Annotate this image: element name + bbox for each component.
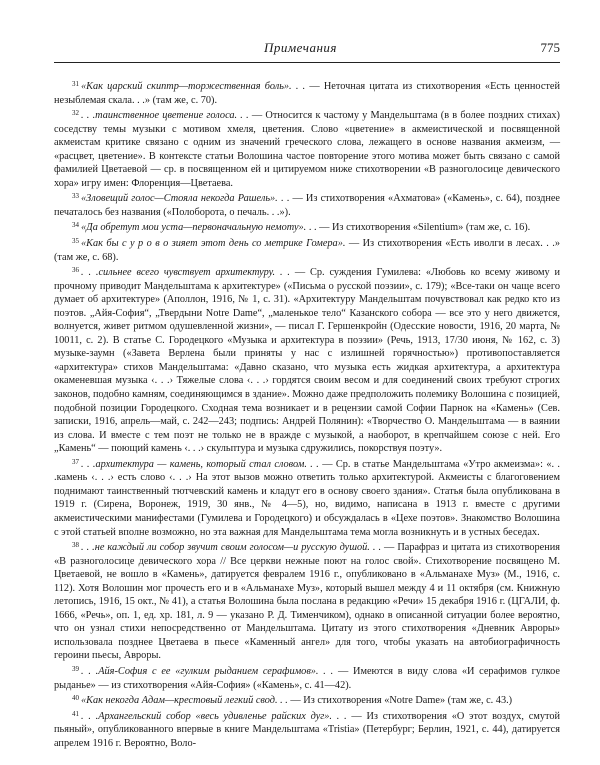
footnote-quote: . . .Айя-София с ее «гулким рыданием серафимов». . .: [81, 665, 334, 677]
footnote-text: — Относится к частому у Мандельштама (в в более поздних стихах) соседству темы музыки с мотивом хмеля, цветения. Слово «цветение» в акмеистической и посвященной акмеистам критике связано с одним из значений греческого слова, лежащего в основе названия акмеизм, — «расцвет, цветение». В контексте статьи Волошина частое повторение этого мотива может быть связано с самой фамилией Цветаевой — ср. в посвященном ей и цитируемом ниже стихотворении «В разноголосице девического хора» игру имен: Флоренция—Цветаева.: [54, 110, 560, 189]
footnote-number: 34: [72, 221, 79, 230]
footnote-quote: . . .таинственное цветение голоса. . .: [81, 110, 249, 122]
footnote: [54, 708, 560, 751]
footnote: [54, 219, 560, 235]
footnote-number: 39: [72, 664, 79, 673]
footnote-number: 36: [72, 266, 79, 275]
notes-body: [54, 78, 560, 750]
footnote-quote: . . .сильнее всего чувствует архитектуру. . .: [81, 267, 290, 279]
footnote-text: — Парафраз и цитата из стихотворения «В разноголосице девического хора // Все церкви нежные поют на голос свой». Стихотворение посвящено М. Цветаевой, не вошло в «Камень», датируется февралем 1916 г., опубликовано в «Альманахе Муз» (М., 1916, с. 112). Хотя Волошин мог прочесть его и в «Альманахе Муз», который вышел между 4 и 11 октября (см. Книжную летопись, 1916, 15 окт., № 41), а статья Волошина была послана в редакцию «Речи» 15 декабря 1916 г. (ЦГАЛИ, ф. 1666, «Речь», оп. 1, ед. хр. 181, л. 9 — указано Р. Д. Тименчиком), однако в описанной ситуации более вероятно, что он узнал стихи непосредственно от Мандельштама. Цитату из этого стихотворения «Дневник Авроры» использовала позднее Цветаева в пьесе «Каменный ангел» для того, чтобы указать на автобиографичность героини пьесы, Авроры.: [54, 542, 560, 662]
footnote-quote: «Как бы с у р о в о зияет этот день со метрике Гомера».: [81, 238, 346, 250]
footnote-number: 37: [72, 457, 79, 466]
footnote-number: 32: [72, 109, 79, 118]
footnote: [54, 692, 560, 708]
footnote: [54, 539, 560, 663]
footnote-number: 38: [72, 541, 79, 550]
header-title: Примечания: [264, 40, 337, 55]
footnote-quote: «Как царский скиптр—торжественная боль». . .: [81, 81, 306, 92]
footnote: [54, 107, 560, 190]
footnote-text: — Из стихотворения «Есть иволги в лесах. . .» (там же, с. 68).: [54, 238, 560, 263]
footnote-text: — Из стихотворения «Notre Dame» (там же, с. 43.): [287, 695, 513, 707]
page-number: 775: [540, 40, 560, 55]
footnote-text: . . — Из стихотворения «Silentium» (там же, с. 16).: [306, 222, 531, 234]
footnote: [54, 456, 560, 539]
footnote-text: — Ср. в статье Мандельштама «Утро акмеизма»: «. . .камень ‹. . .› есть слово ‹. . .› На этот вызов можно ответить только архитектурой. Акмеисты с благоговением поднимают таинственный тютчевский камень и кладут его в основу своего здания». Статья была опубликована в 1919 г. (Сирена, Воронеж, 1919, 30 янв., № 4—5), но, видимо, написана в 1913 г. вместе с другими акмеистическими манифестами (Гумилева и Городецкого) и обсуждалась в «Цехе поэтов». Знакомство Волошина с этой статьей вполне возможно, но эта важная для Мандельштама тема могла возникнуть и в устных беседах.: [54, 458, 561, 538]
footnote-quote: . . .не каждый ли собор звучит своим голосом—и русскую душой. . .: [81, 542, 382, 554]
footnote: [54, 190, 560, 219]
footnote-quote: «Да обретут мои уста—первоначальную немоту».: [81, 222, 307, 234]
footnote: [54, 264, 560, 456]
footnote-quote: . . .архитектура — камень, который стал словом. . .: [81, 458, 319, 470]
footnote: [54, 235, 560, 264]
footnote-number: 35: [72, 237, 79, 246]
footnote-text: — Неточная цитата из стихотворения «Есть ценностей незыблемая скала. . .» (там же, с. 70).: [54, 81, 560, 106]
footnote-quote: . . .Архангельский собор «весь удивленье райских дуг». . .: [81, 710, 347, 722]
footnote-text: — Имеются в виду слова «И серафимов гулкое рыданье» — из стихотворения «Айя-София» («Камень», с. 41—42).: [54, 665, 561, 691]
footnote-number: 33: [72, 192, 79, 201]
footnote: [54, 78, 560, 107]
footnote-text: — Из стихотворения «О этот воздух, смутой пьяный», опубликованного впервые в книге Мандельштама «Tristia» (Петербург; Берлин, 1921, с. 44), датируется апрелем 1916 г. Вероятно, Воло-: [54, 710, 561, 749]
header-rule: [54, 62, 560, 63]
footnote-quote: «Как некогда Адам—крестовый легкий свод. . .: [81, 695, 288, 707]
footnote-text: — Ср. суждения Гумилева: «Любовь ко всему живому и прочному приводит Мандельштама к архитектуре» («Письма о русской поэзии», с. 179); «Все-таки он чаще всего думает об архитектуре» (Аполлон, 1916, № 1, с. 31). «Архитектуру Мандельштам почувствовал как редко кто из поэтов. „Айя-София“, „Твердыни Notre Dame“, „маленькое тело“ Казанского собора — все это у него движется, волнуется, живет ритмом одушевленной жизни», — писал Г. Гершенкройн (Одесские новости, 1916, 20 марта, № 10011, с. 2). В статье С. Городецкого «Музыка и архитектура в поэзии» (Речь, 1913, 17/30 июня, № 162, с. 3) музыке-заумн («Завета Верлена были приняты у нас с излишней горячностью») противопоставляется «архитектура» стихов Мандельштама: «Давно сказано, что музыка есть жидкая архитектура, а архитектура окаменевшая музыка ‹. . .› Тяжелые слова ‹. . .› гордятся своим весом и для соединений своих требуют строгих законов, подобно камням, соединяющимся в здание». Можно даже предположить полемику Волошина с позицией, подобной позиции Городецкого. Сходная тема возникает и в рецензии самой Софии Парнок на «Камень» (Сев. записки, 1916, апрель—май, с. 242—243; подпись: Андрей Полянин): «Творчество О. Мандельштама — в ваянии из слова. И вместе с тем поэт не только не в вражде с музыкой, а наоборот, в крепчайшем союзе с ней. Его „Камень“ — поющий камень ‹. . .› скульптура и музыка сдружились, покорствуя поэту».: [54, 267, 560, 455]
footnote-number: 40: [72, 694, 79, 703]
footnote-number: 41: [72, 709, 79, 718]
footnote-number: 31: [72, 80, 79, 88]
footnote-text: . . — Из стихотворения «Ахматова» («Камень», с. 64), позднее печаталось без названия («Полоборота, о печаль. . .»).: [54, 193, 560, 218]
footnote-quote: «Зловещий голос—Стояла некогда Рашель».: [81, 193, 278, 205]
running-header: [54, 38, 560, 58]
footnote: [54, 663, 560, 692]
